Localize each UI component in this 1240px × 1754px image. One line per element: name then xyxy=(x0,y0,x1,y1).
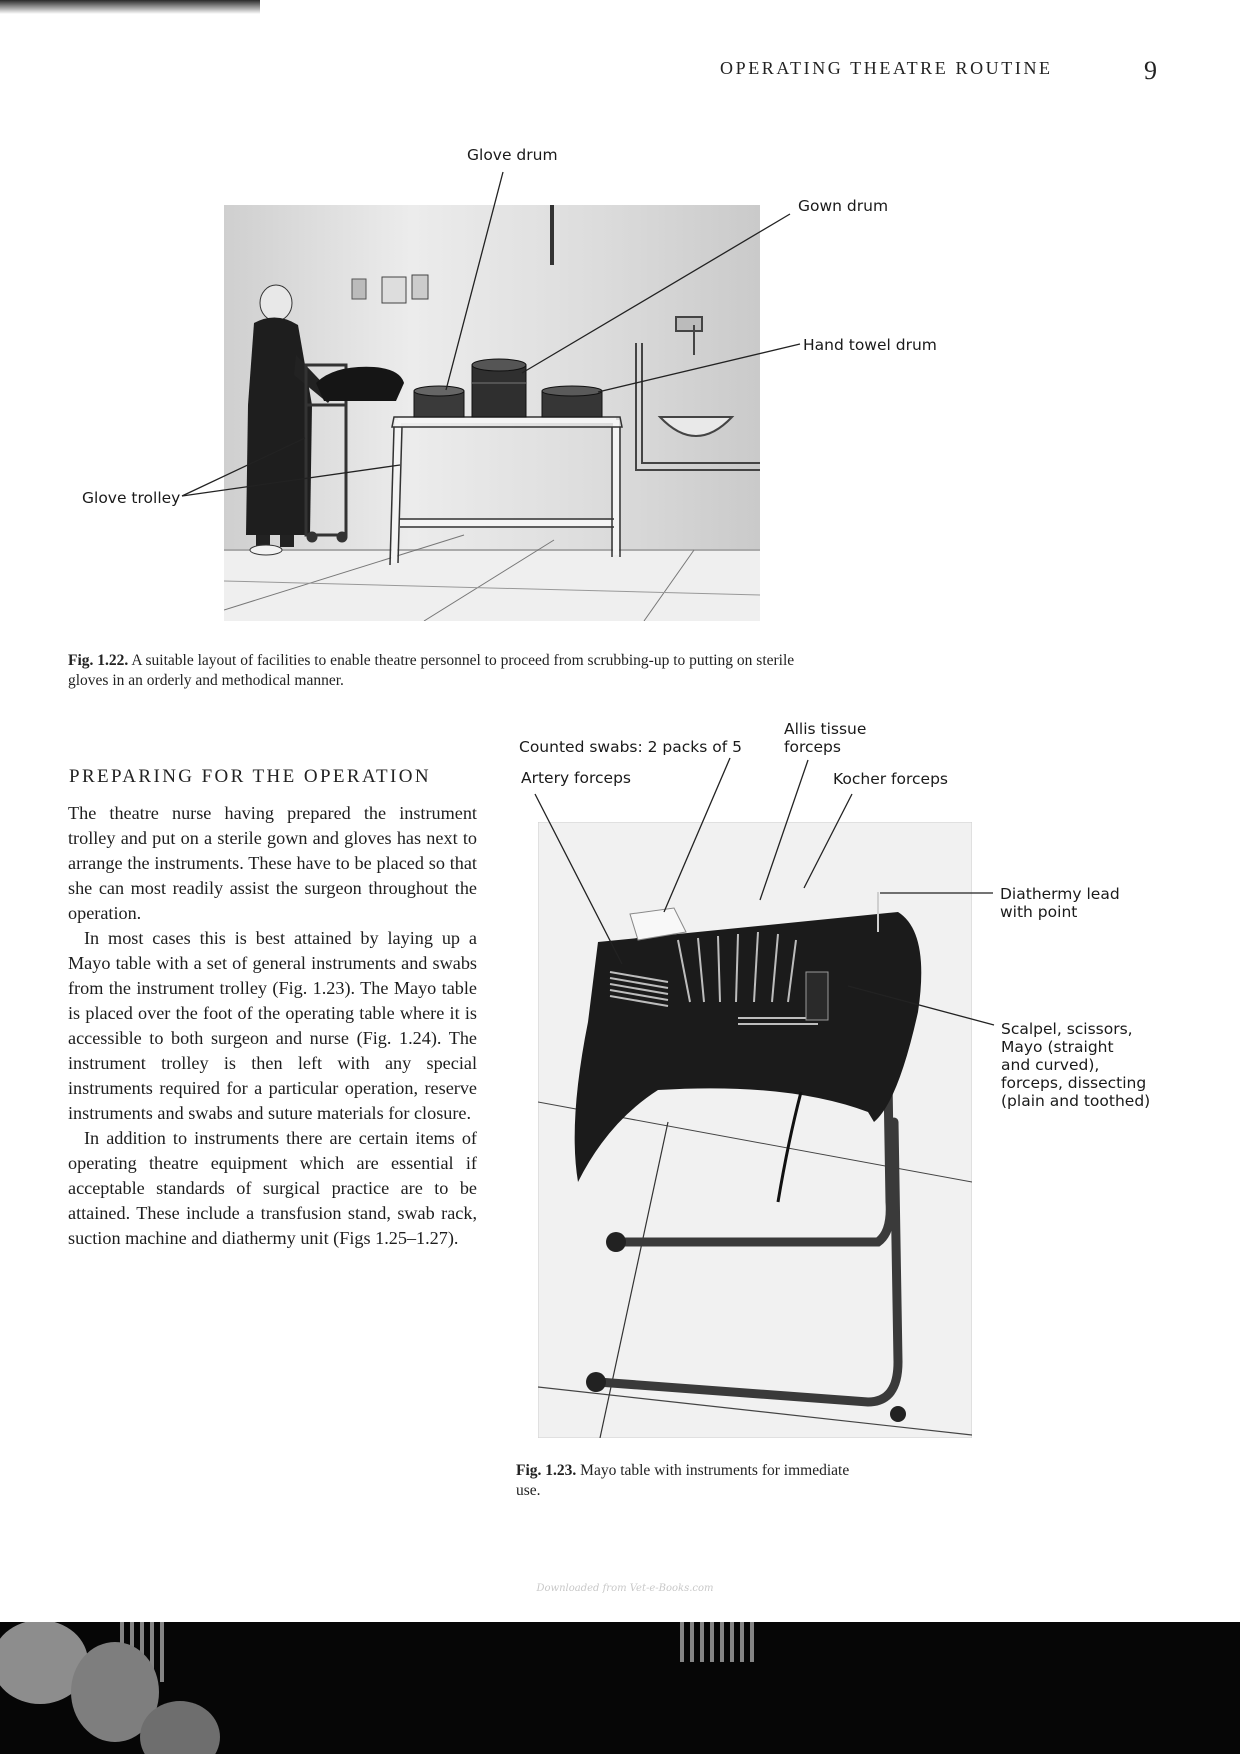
label-scalpel-line2: Mayo (straight xyxy=(1001,1038,1114,1056)
label-glove-drum: Glove drum xyxy=(467,146,558,164)
label-diathermy-line2: with point xyxy=(1000,903,1078,921)
label-scalpel-line1: Scalpel, scissors, xyxy=(1001,1020,1133,1038)
label-kocher-forceps: Kocher forceps xyxy=(833,770,949,788)
label-diathermy-lead xyxy=(1000,885,1120,921)
running-title: OPERATING THEATRE ROUTINE xyxy=(720,58,1053,78)
page-number: 9 xyxy=(1144,56,1157,85)
figure-1-23-caption-label: Fig. 1.23. xyxy=(516,1462,577,1479)
scanner-fingers-and-shadow xyxy=(0,1622,1240,1754)
label-glove-trolley: Glove trolley xyxy=(82,489,181,507)
artery-forceps-leader xyxy=(535,794,622,964)
label-gown-drum: Gown drum xyxy=(798,197,889,215)
scan-bottom-edge xyxy=(0,1622,1240,1754)
paragraph-3: In addition to instruments there are certain items of operating theatre equipment which are essential if acceptable standards of surgical practice are to be attained. These include a transfusion stand, swab rack, suction machine and diathermy unit (Figs 1.25–1.27). xyxy=(68,1128,477,1248)
label-hand-towel-drum: Hand towel drum xyxy=(803,336,937,354)
gown-drum-leader xyxy=(522,214,790,373)
label-scalpel-scissors xyxy=(1001,1020,1150,1110)
figure-1-22-caption-label: Fig. 1.22. xyxy=(68,652,129,669)
figure-1-22-leader-lines xyxy=(0,0,1240,700)
paragraph-1: The theatre nurse having prepared the instrument trolley and put on a sterile gown and gloves has next to arrange the instruments. These have to be placed so that she can most readily assist the surgeon throughout the operation. xyxy=(68,803,477,923)
label-diathermy-line1: Diathermy lead xyxy=(1000,885,1120,903)
label-allis-line1: Allis tissue xyxy=(784,720,867,738)
paragraph-2: In most cases this is best attained by laying up a Mayo table with a set of general instruments and swabs from the instrument trolley (Fig. 1.23). The Mayo table is placed over the foot of the operating table where it is accessible to both surgeon and nurse (Fig. 1.24). The instrument trolley is then left with any special instruments required for a particular operation, reserve instruments and swabs and suture materials for closure. xyxy=(68,928,477,1123)
glove-drum-leader xyxy=(446,172,503,390)
figure-1-23-caption xyxy=(516,1461,936,1501)
figure-1-22-caption-line2: gloves in an orderly and methodical manner. xyxy=(68,672,344,689)
label-artery-forceps: Artery forceps xyxy=(521,769,632,787)
kocher-forceps-leader xyxy=(804,794,852,888)
label-allis-tissue-forceps xyxy=(784,720,866,756)
figure-1-22-caption-line1: A suitable layout of facilities to enable theatre personnel to proceed from scrubbing-up to putting on sterile xyxy=(131,652,795,669)
label-allis-line2: forceps xyxy=(784,738,841,756)
section-heading: PREPARING FOR THE OPERATION xyxy=(69,766,431,787)
hand-towel-drum-leader xyxy=(598,344,800,392)
figure-1-22-caption xyxy=(68,651,948,691)
label-scalpel-line4: forceps, dissecting xyxy=(1001,1074,1147,1092)
scalpel-leader xyxy=(848,986,994,1025)
allis-forceps-leader xyxy=(760,760,808,900)
label-scalpel-line5: (plain and toothed) xyxy=(1001,1092,1151,1110)
figure-1-23-caption-line1: Mayo table with instruments for immediate xyxy=(580,1462,850,1479)
label-counted-swabs: Counted swabs: 2 packs of 5 xyxy=(519,738,743,756)
counted-swabs-leader xyxy=(664,758,730,912)
label-scalpel-line3: and curved), xyxy=(1001,1056,1100,1074)
download-watermark: Downloaded from Vet-e-Books.com xyxy=(536,1583,714,1594)
figure-1-23-caption-line2: use. xyxy=(516,1482,541,1499)
